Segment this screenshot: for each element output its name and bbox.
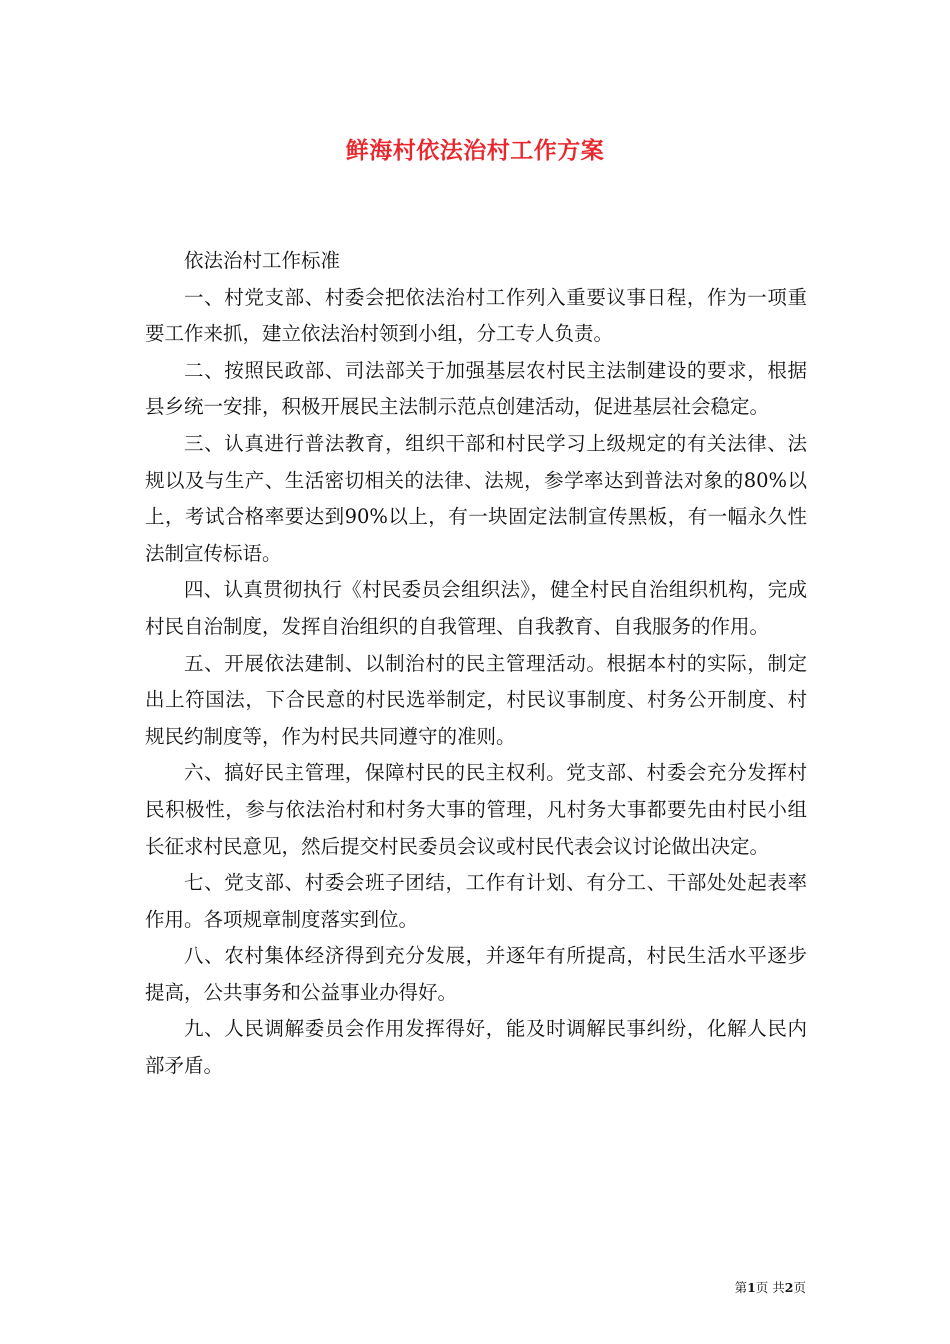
paragraph-1: 一、村党支部、村委会把依法治村工作列入重要议事日程，作为一项重要工作来抓，建立依法治村领到小组，分工专人负责。 — [145, 285, 807, 346]
document-title: 鲜海村依法治村工作方案 — [345, 137, 605, 164]
footer-suffix: 页 — [793, 1280, 806, 1295]
paragraph-4: 四、认真贯彻执行《村民委员会组织法》，健全村民自治组织机构，完成村民自治制度，发挥自治组织的自我管理、自我教育、自我服务的作用。 — [145, 578, 807, 638]
paragraph-6: 六、搞好民主管理，保障村民的民主权利。党支部、村委会充分发挥村民积极性，参与依法治村和村务大事的管理，凡村务大事都要先由村民小组长征求村民意见，然后提交村民委员会议或村民代表会议讨论做出决定。 — [145, 761, 807, 858]
paragraph-3: 三、认真进行普法教育，组织干部和村民学习上级规定的有关法律、法规以及与生产、生活密切相关的法律、法规，参学率达到普法对象的80%以上，考试合格率要达到90%以上，有一块固定法制宣传黑板，有一幅永久性法制宣传标语。 — [145, 431, 807, 565]
document-body — [145, 243, 807, 1085]
paragraph-7: 七、党支部、村委会班子团结，工作有计划、有分工、干部处处起表率作用。各项规章制度落实到位。 — [145, 871, 807, 931]
total-page-number: 2 — [784, 1280, 794, 1295]
footer-middle: 页 共 — [755, 1280, 785, 1295]
current-page-number: 1 — [747, 1280, 756, 1295]
paragraph-9: 九、人民调解委员会作用发挥得好，能及时调解民事纠纷，化解人民内部矛盾。 — [145, 1017, 807, 1078]
paragraph-8: 八、农村集体经济得到充分发展，并逐年有所提高，村民生活水平逐步提高，公共事务和公益事业办得好。 — [145, 944, 807, 1004]
footer-prefix: 第 — [734, 1280, 748, 1295]
paragraph-5: 五、开展依法建制、以制治村的民主管理活动。根据本村的实际，制定出上符国法，下合民意的村民选举制定，村民议事制度、村务公开制度、村规民约制度等，作为村民共同遵守的准则。 — [145, 651, 807, 748]
paragraph-2: 二、按照民政部、司法部关于加强基层农村民主法制建设的要求，根据县乡统一安排，积极开展民主法制示范点创建活动，促进基层社会稳定。 — [145, 358, 807, 419]
page-number-footer — [735, 1278, 806, 1296]
section-heading: 依法治村工作标准 — [184, 249, 341, 272]
